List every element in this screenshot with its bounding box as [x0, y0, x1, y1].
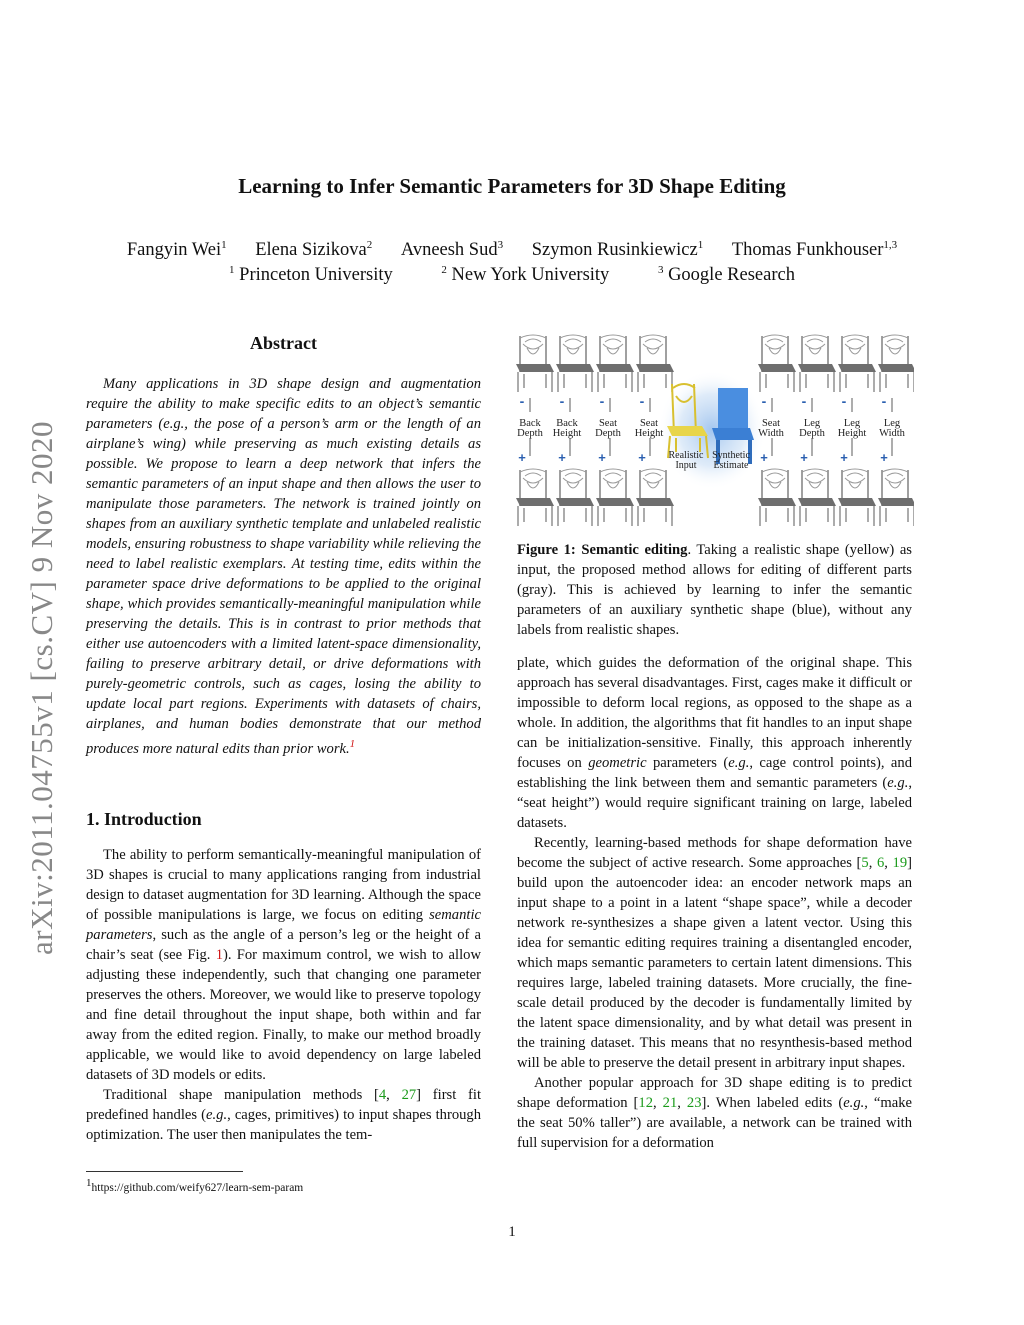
citation-link[interactable]: 12	[638, 1095, 654, 1111]
intro-paragraph-1: The ability to perform semantically-meaningful manipulation of 3D shapes is crucial to many applications ranging from industrial design to dataset augmentation for 3D learning. Although the space of possible manipulations is large, we focus on editing semantic parameters, such as the angle of a person’s leg or the height of a chair’s seat (see Fig. 1). For maximum control, we wish to allow adjusting these independently, such that changing one parameter preserves the others. Moreover, we would like to preserve topology and fine detail throughout the input shape, both within and far away from the edited region. Finally, to make our method broadly applicable, we would like to avoid dependency on large labeled datasets of 3D models or edits.	[86, 847, 481, 1083]
section-heading-introduction: 1. Introduction	[86, 809, 202, 829]
intro-paragraph-2: Traditional shape manipulation methods [4, 27] first fit predefined handles (e.g., cages, primitives) to input shapes through optimization. The user then manipulates the tem-	[86, 1087, 482, 1143]
param-label: Depth	[799, 428, 825, 439]
right-paragraph-3: Another popular approach for 3D shape editing is to predict shape deformation [12, 21, 23]. When labeled edits (e.g., “make the seat 50% taller”) are available, a network can be trained with full supervision for a deformation	[517, 1075, 912, 1151]
footnote-rule	[86, 1171, 243, 1172]
minus-sign: -	[559, 393, 565, 409]
affiliation-list	[0, 264, 1024, 286]
plus-sign: +	[840, 450, 848, 465]
figure-semantic-editing	[512, 330, 914, 530]
page-number: 1	[508, 1224, 516, 1240]
realistic-label: Input	[675, 460, 697, 471]
minus-sign: -	[599, 393, 605, 409]
param-label: Leg	[843, 418, 861, 429]
arxiv-identifier: arXiv:2011.04755v1 [cs.CV] 9 Nov 2020	[24, 421, 59, 955]
param-label: Back	[556, 418, 578, 429]
right-paragraph-2: Recently, learning-based methods for shape deformation have become the subject of active research. Some approaches [5, 6, 19] build upon the autoencoder idea: an encoder network maps an input shape to a point in a latent “shape space”, while a decoder network re-synthesizes a shape given a latent vector. Using this idea for semantic editing requires training a disentangled encoder, which maps semantic parameters to certain latent dimensions. This requires large, labeled training datasets. More crucially, the fine-scale detail produced by the decoder is fundamentally limited by the latent space dimensionality, and by what detail was present in the training dataset. This means that no resynthesis-based method will be able to preserve the detail present in arbitrary input shapes.	[517, 835, 913, 1071]
author: Thomas Funkhouser$^{1,3}$	[731, 239, 898, 261]
plus-sign: +	[760, 450, 768, 465]
param-label: Depth	[517, 428, 543, 439]
minus-sign: -	[639, 393, 645, 409]
affiliation: $^2$ New York University	[441, 264, 610, 286]
right-paragraph-1: plate, which guides the deformation of the original shape. This approach has several disadvantages. First, cages make it difficult or impossible to deform local regions, as opposed to the shape as a whole. In addition, the algorithms that fit handles to an input shape can be initialization-sensitive. Finally, this approach inherently focuses on geometric parameters (e.g., cage control points), and establishing the link between them and semantic parameters (e.g., “seat height”) would require significant training on large, labeled datasets.	[517, 655, 912, 831]
abstract-heading: Abstract	[250, 333, 317, 353]
footnote-link[interactable]: 1	[349, 738, 356, 750]
author-list	[0, 239, 1024, 261]
param-label: Width	[879, 428, 905, 439]
plus-sign: +	[638, 450, 646, 465]
param-label: Depth	[595, 428, 621, 439]
synthetic-label: Synthetic	[712, 450, 750, 461]
affiliation: $^1$ Princeton University	[229, 264, 393, 286]
paper-title: Learning to Infer Semantic Parameters for 3D Shape Editing	[238, 174, 786, 198]
author: Avneesh Sud$^3$	[400, 239, 504, 261]
param-label: Seat	[761, 418, 781, 429]
citation-link[interactable]: 19	[892, 855, 908, 871]
minus-sign: -	[761, 393, 767, 409]
abstract-text: Many applications in 3D shape design and augmentation require the ability to make specific edits to an object’s semantic parameters (e.g., the pose of a person’s arm or the length of an airplane’s wing) while preserving as much existing details as possible. We propose to learn a deep network that infers the semantic parameters of an input shape and then allows the user to manipulate those parameters. The network is trained jointly on shapes from an auxiliary synthetic template and unlabeled realistic models, ensuring robustness to shape variability while relieving the need to label realistic exemplars. At testing time, edits within the parameter space drive deformations to be applied to the original shape, which provides semantically-meaningful manipulation while preserving the details. This is in contrast to prior methods that either use autoencoders with a limited latent-space dimensionality, failing to preserve arbitrary detail, or drive deformations with purely-geometric controls, such as cages, losing the ability to update local part regions. Experiments with datasets of chairs, airplanes, and human bodies demonstrate that our method produces more natural edits than prior work.$^1$	[86, 376, 481, 757]
param-label: Seat	[598, 418, 618, 429]
citation-link[interactable]: 6	[876, 855, 885, 871]
minus-sign: -	[801, 393, 807, 409]
footnote: $^1$https://github.com/weify627/learn-sem-param	[86, 1177, 304, 1194]
minus-sign: -	[881, 393, 887, 409]
param-label: Width	[758, 428, 784, 439]
param-label: Leg	[883, 418, 901, 429]
author: Elena Sizikova$^2$	[255, 239, 373, 261]
footnote-url[interactable]: https://github.com/weify627/learn-sem-param	[91, 1181, 304, 1194]
author: Szymon Rusinkiewicz$^1$	[531, 239, 704, 261]
affiliation: $^3$ Google Research	[657, 264, 795, 286]
param-label: Back	[519, 418, 541, 429]
param-label: Height	[837, 428, 867, 439]
param-label: Height	[552, 428, 582, 439]
citation-link[interactable]: 27	[401, 1087, 417, 1103]
right-column-body	[517, 653, 912, 1153]
realistic-label: Realistic	[668, 450, 704, 461]
figure-caption: Figure 1: Semantic editing. Taking a realistic shape (yellow) as input, the proposed method allows for editing of different parts (gray). This is achieved by learning to infer the semantic parameters of an auxiliary synthetic shape (blue), without any labels from realistic shapes.	[517, 542, 912, 638]
plus-sign: +	[558, 450, 566, 465]
plus-sign: +	[880, 450, 888, 465]
citation-link[interactable]: 5	[861, 855, 869, 871]
param-label: Leg	[803, 418, 821, 429]
minus-sign: -	[841, 393, 847, 409]
figure-link[interactable]: 1	[215, 947, 223, 963]
plus-sign: +	[800, 450, 808, 465]
plus-sign: +	[598, 450, 606, 465]
intro-column	[86, 845, 481, 1145]
param-label: Height	[634, 428, 664, 439]
plus-sign: +	[518, 450, 526, 465]
synthetic-label: Estimate	[713, 460, 749, 471]
author: Fangyin Wei$^1$	[126, 239, 227, 261]
citation-link[interactable]: 23	[686, 1095, 702, 1111]
citation-link[interactable]: 4	[378, 1087, 387, 1103]
citation-link[interactable]: 21	[662, 1095, 678, 1111]
param-label: Seat	[639, 418, 659, 429]
minus-sign: -	[519, 393, 525, 409]
